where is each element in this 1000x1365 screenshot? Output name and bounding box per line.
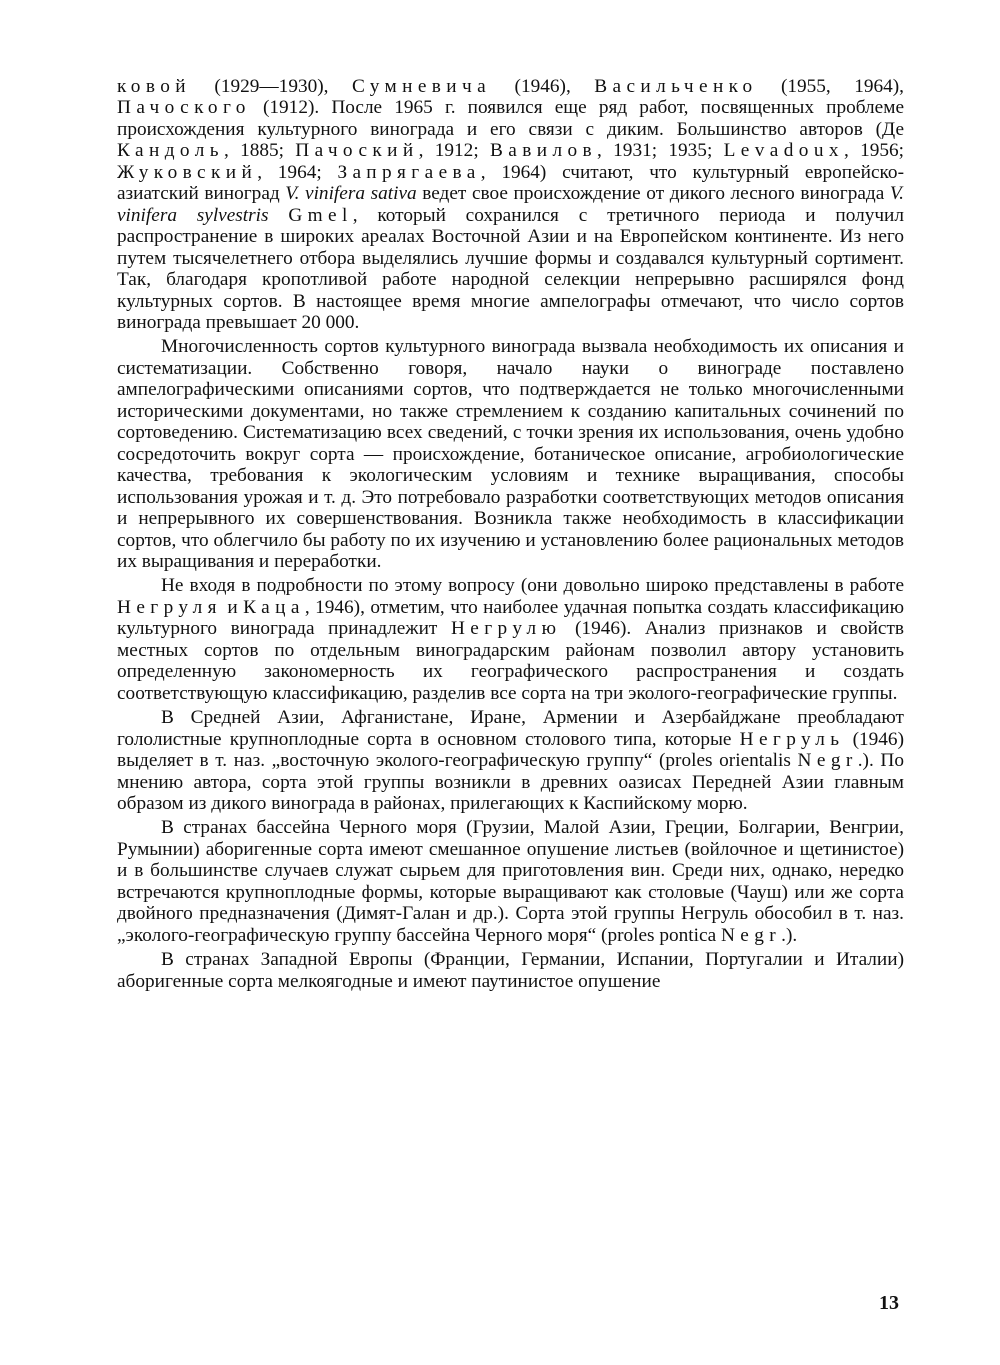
author-name: ковой [117,76,191,97]
species-name: V. vinifera sativa [285,183,417,205]
author-name: Жуковский [117,161,258,183]
text-run: .). [781,924,798,946]
text-run: В странах бассейна Черного моря (Грузии, Малой Азии, Греции, Болгарии, Венгрии, Румынии) аборигенные сорта имеют смешанное опушение листьев (войлочное и щетинистое) и в большинстве случаев служат сырьем для приготовления вин. Среди них, однако, нередко встречаются крупноплодные формы, которые выращивают как столовые (Чауш) или же сорта двойного предназначения (Димят-Галан и др.). Сорта этой группы Негруль обособил в т. наз. „эколого-географическую группу бассейна Черного моря“ (proles pontica [117,817,904,946]
text-run: , 1931; 1935; [597,140,724,162]
text-run: (1946), [491,76,595,97]
text-run [269,205,289,226]
paragraph-1 [117,76,904,333]
author-name: Негруль [739,728,845,750]
text-run: (1946). Анализ признаков и свойств местных сортов по отдельным виноградарским районам позволил автору установить определенную закономерность их географического распространения и создать соответствующую классификацию, разделив все сорта на три эколого-географические группы. [117,618,904,704]
page-number: 13 [879,1292,899,1314]
text-run: (1955, 1964), [757,76,904,97]
author-name: Levadoux [723,140,844,162]
author-name: Negr [797,750,858,772]
text-run: , 1912; [418,140,490,162]
paragraph-5 [117,817,904,946]
paragraph-6 [117,949,904,992]
paragraph-2 [117,336,904,572]
author-name: Каца [243,596,305,618]
text-run: .). По мнению автора, сорта этой группы возникли в древних оазисах Передней Азии главным образом из дикого винограда в районах, прилегающих к Каспийскому морю. [117,750,904,814]
author-name: Пачоский [295,140,419,162]
author-name: Пачоского [117,97,251,119]
text-run: В Средней Азии, Афганистане, Иране, Армении и Азербайджане преобладают гололистные крупноплодные сорта в основном столового типа, которые [117,707,904,750]
species-name: V. vinifera sylvestris [117,183,905,226]
page-body [117,76,904,992]
text-run: , 1964; [257,161,338,183]
paragraph-3 [117,575,904,704]
author-name: Запрягаева [337,161,481,183]
author-name: Кандоль [117,140,224,162]
text-run: и [221,596,244,618]
text-run: (1912). После 1965 г. появился еще ряд работ, посвященных проблеме происхождения культурного винограда и его связи с диким. Большинство авторов (Де [117,97,904,140]
author-name: Негрулю [450,618,562,640]
text-run: , 1964) считают, что культурный европейско-азиатский виноград [117,161,904,205]
text-run: , 1946), отметим, что наиболее удачная попытка создать классификацию культурного винограда принадлежит [117,596,904,640]
text-run: Не входя в подробности по этому вопросу (они довольно широко представлены в работе [161,575,904,597]
text-run: ведет свое происхождение от дикого лесного винограда [416,183,890,205]
author-name: Negr [720,924,782,946]
text-run: , 1956; [843,140,904,162]
text-run: В странах Западной Европы (Франции, Германии, Испании, Португалии и Италии) аборигенные сорта мелкоягодные и имеют паутинистое опушение [117,949,904,992]
text-run: (1929—1930), [190,76,352,97]
paragraph-4 [117,707,904,814]
text-run: Многочисленность сортов культурного винограда вызвала необходимость их описания и систематизации. Собственно говоря, начало науки о винограде поставлено ампелографическими описаниями сортов, что подтверждается не только многочисленными историческими документами, но также стремлением к созданию капитальных сочинений по сортоведению. Систематизацию всех сведений, с точки зрения их использования, очень удобно сосредоточить вокруг сорта — происхождение, ботаническое описание, агробиологические качества, требования к экологическим условиям и технике выращивания, способы использования урожая и т. д. Это потребовало разработки соответствующих методов описания и непрерывного их совершенствования. Возникла также необходимость в классификации сортов, что облегчило бы работу по их изучению и установлению более рациональных методов их выращивания и переработки. [117,336,904,572]
text-run: (1946) выделяет в т. наз. „восточную эколого-географическую группу“ (proles orientalis [117,728,904,772]
author-name: Васильченко [594,76,758,97]
author-name: Сумневича [351,76,492,97]
author-name: Gmel [288,204,353,226]
author-name: Вавилов [489,140,598,162]
text-run: , 1885; [223,140,296,162]
author-name: Негруля [117,596,222,618]
text-run: , который сохранился с третичного периода и получил распространение в широких ареалах Восточной Азии и на Европейском континенте. Из него путем тысячелетнего отбора выделялись лучшие формы и создавался культурный сортимент. Так, благодаря кропотливой работе народной селекции непрерывно расширялся фонд культурных сортов. В настоящее время многие ампелографы отмечают, что число сортов винограда превышает 20 000. [117,204,904,333]
